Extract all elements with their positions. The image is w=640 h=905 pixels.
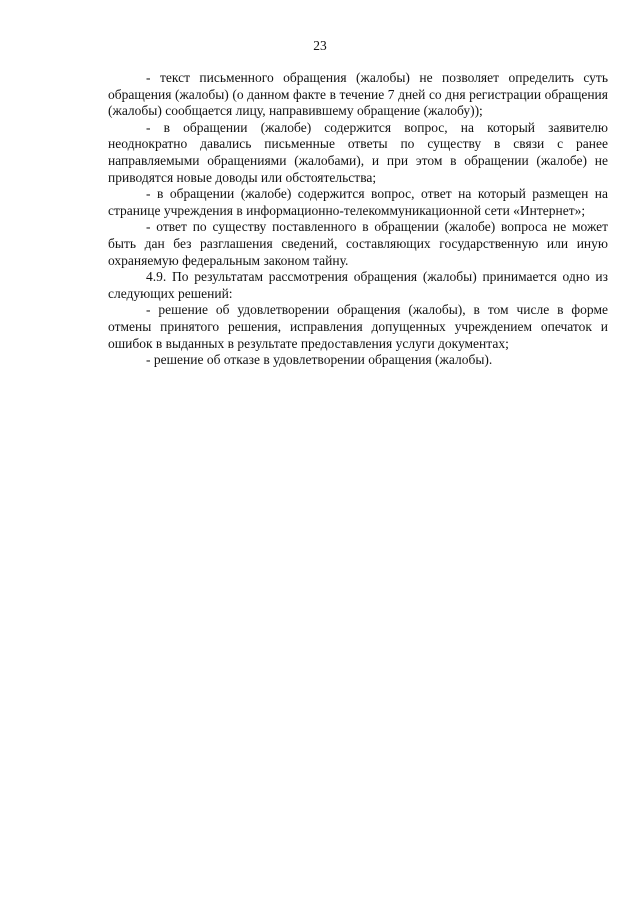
paragraph-answer-published: - в обращении (жалобе) содержится вопрос, ответ на который размещен на странице учреждения в информационно-телекоммуникационной сети «Интернет»; xyxy=(108,186,608,218)
paragraph-decision-refuse: - решение об отказе в удовлетворении обращения (жалобы). xyxy=(146,352,493,368)
paragraph-secret-information: - ответ по существу поставленного в обращении (жалобе) вопроса не может быть дан без разглашения сведений, составляющих государственную или иную охраняемую федеральным законом тайну. xyxy=(108,219,608,268)
page-number: 23 xyxy=(313,38,327,53)
paragraph-section-4-9: 4.9. По результатам рассмотрения обращения (жалобы) принимается одно из следующих решений: xyxy=(108,269,608,301)
paragraph-unclear-text: - текст письменного обращения (жалобы) не позволяет определить суть обращения (жалобы) (о данном факте в течение 7 дней со дня регистрации обращения (жалобы) сообщается лицу, направившему обращение (жалобу)); xyxy=(108,70,608,119)
document-body xyxy=(108,70,608,369)
paragraph-repeated-question: - в обращении (жалобе) содержится вопрос, на который заявителю неоднократно давались письменные ответы по существу в связи с ранее направляемыми обращениями (жалобами), и при этом в обращении (жалобе) не приводятся новые доводы или обстоятельства; xyxy=(108,119,608,185)
paragraph-decision-satisfy: - решение об удовлетворении обращения (жалобы), в том числе в форме отмены принятого решения, исправления допущенных учреждением опечаток и ошибок в выданных в результате предоставления услуги документах; xyxy=(108,302,608,351)
